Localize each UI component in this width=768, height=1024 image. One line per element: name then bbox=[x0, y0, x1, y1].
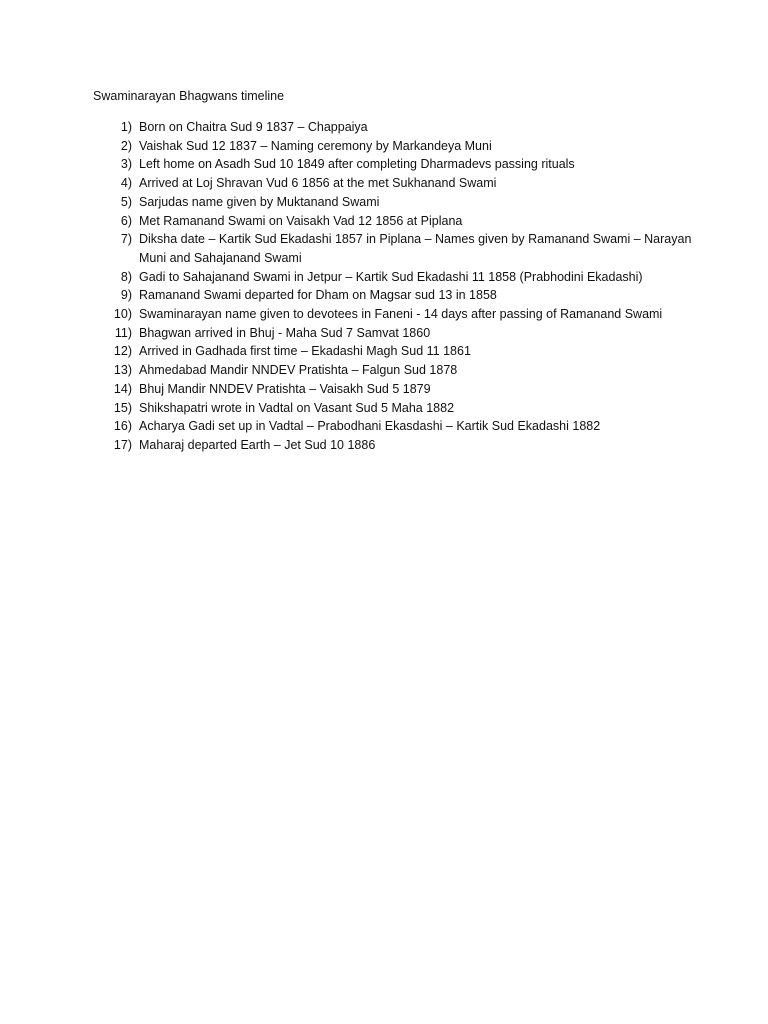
list-item-number: 15) bbox=[113, 400, 132, 415]
list-item bbox=[107, 118, 707, 137]
document-title: Swaminarayan Bhagwans timeline bbox=[93, 89, 285, 103]
list-item bbox=[107, 212, 707, 231]
list-item bbox=[107, 155, 707, 174]
list-item-text: Shikshapatri wrote in Vadtal on Vasant Sud 5 Maha 1882 bbox=[139, 400, 455, 415]
list-item bbox=[107, 380, 707, 399]
list-item-number: 4) bbox=[120, 176, 132, 191]
list-item-number: 17) bbox=[113, 437, 132, 452]
list-item-number: 16) bbox=[113, 419, 132, 434]
list-item-text: Ramanand Swami departed for Dham on Magsar sud 13 in 1858 bbox=[139, 288, 497, 303]
list-item-number: 7) bbox=[120, 232, 132, 247]
list-item-number: 6) bbox=[120, 213, 132, 228]
list-item bbox=[107, 399, 707, 418]
list-item-text: Arrived in Gadhada first time – Ekadashi Magh Sud 11 1861 bbox=[139, 344, 471, 359]
list-item-number: 13) bbox=[113, 363, 132, 378]
list-item-number: 12) bbox=[113, 344, 132, 359]
list-item-number: 11) bbox=[114, 325, 132, 340]
list-item-text: Sarjudas name given by Muktanand Swami bbox=[139, 194, 380, 209]
list-item-text: Gadi to Sahajanand Swami in Jetpur – Kartik Sud Ekadashi 11 1858 (Prabhodini Ekadashi) bbox=[139, 269, 643, 284]
list-item-text: Left home on Asadh Sud 10 1849 after completing Dharmadevs passing rituals bbox=[139, 157, 575, 172]
list-item-text: Swaminarayan name given to devotees in Faneni - 14 days after passing of Ramanand Swami bbox=[139, 307, 663, 322]
list-item bbox=[107, 305, 707, 324]
list-item-text: Maharaj departed Earth – Jet Sud 10 1886 bbox=[139, 437, 376, 452]
list-item-text: Bhuj Mandir NNDEV Pratishta – Vaisakh Sud 5 1879 bbox=[139, 381, 431, 396]
list-item-number: 10) bbox=[113, 307, 132, 322]
list-item bbox=[107, 361, 707, 380]
list-item bbox=[107, 137, 707, 156]
list-item-text: Ahmedabad Mandir NNDEV Pratishta – Falgun Sud 1878 bbox=[139, 363, 458, 378]
list-item-text: Bhagwan arrived in Bhuj - Maha Sud 7 Samvat 1860 bbox=[139, 325, 431, 340]
list-item bbox=[107, 286, 707, 305]
list-item-number: 9) bbox=[120, 288, 132, 303]
list-item bbox=[107, 342, 707, 361]
list-item bbox=[107, 268, 707, 287]
list-item-number: 1) bbox=[120, 120, 132, 134]
list-item-text: Born on Chaitra Sud 9 1837 – Chappaiya bbox=[139, 120, 368, 134]
list-item bbox=[107, 436, 707, 455]
list-item-text: Vaishak Sud 12 1837 – Naming ceremony by Markandeya Muni bbox=[139, 138, 492, 153]
list-item bbox=[107, 417, 707, 436]
list-item bbox=[107, 324, 707, 343]
list-item-number: 8) bbox=[120, 269, 132, 284]
list-item bbox=[107, 193, 707, 212]
list-item-number: 14) bbox=[113, 381, 132, 396]
timeline-list bbox=[107, 118, 707, 455]
list-item bbox=[107, 230, 707, 267]
list-item bbox=[107, 174, 707, 193]
list-item-text: Diksha date – Kartik Sud Ekadashi 1857 in Piplana – Names given by Ramanand Swami – Narayan Muni and Sahajanand Swami bbox=[139, 232, 692, 265]
list-item-text: Acharya Gadi set up in Vadtal – Prabodhani Ekasdashi – Kartik Sud Ekadashi 1882 bbox=[139, 419, 601, 434]
list-item-number: 5) bbox=[120, 194, 132, 209]
list-item-number: 3) bbox=[120, 157, 132, 172]
list-item-text: Arrived at Loj Shravan Vud 6 1856 at the met Sukhanand Swami bbox=[139, 176, 497, 191]
list-item-number: 2) bbox=[120, 138, 132, 153]
list-item-text: Met Ramanand Swami on Vaisakh Vad 12 1856 at Piplana bbox=[139, 213, 463, 228]
